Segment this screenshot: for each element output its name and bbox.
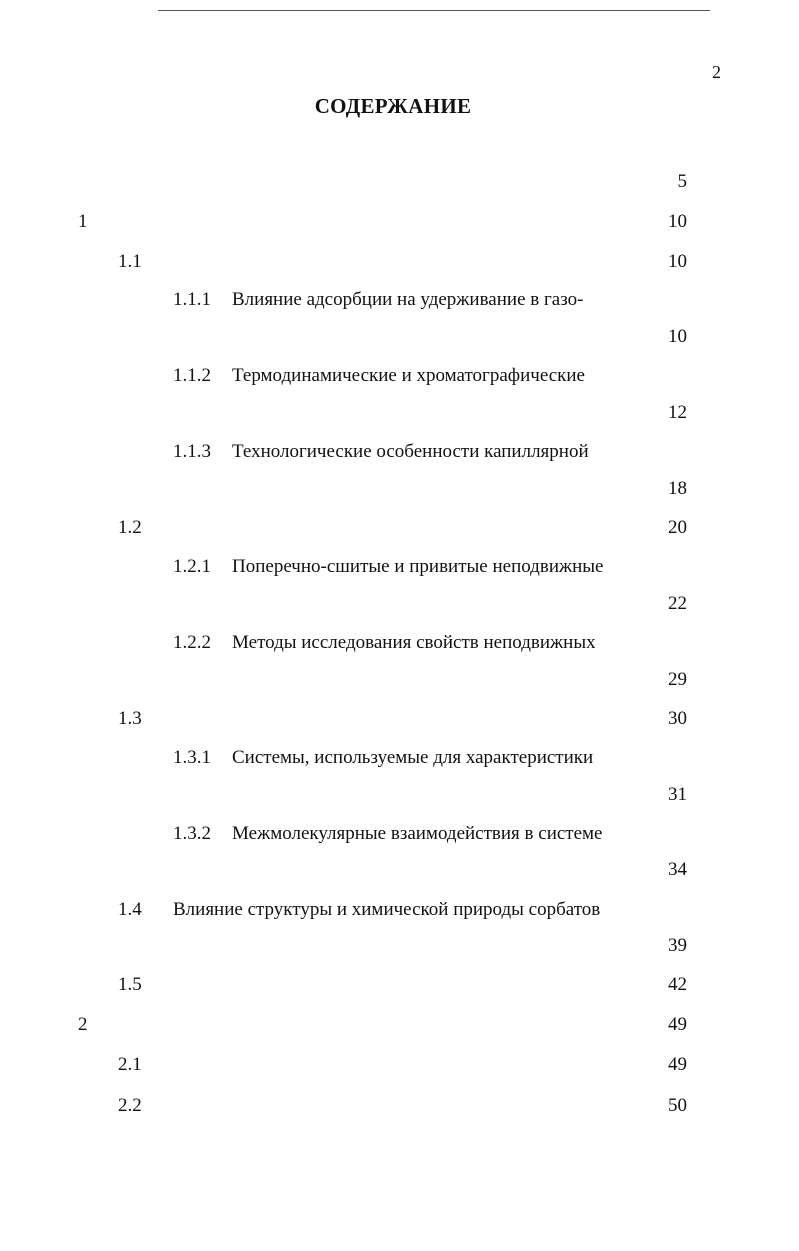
toc-entry-1-1-1-cont	[0, 322, 799, 352]
toc-entry-1-3-1-cont	[0, 780, 799, 810]
toc-number: 1.2	[118, 517, 142, 538]
toc-page-number: 50	[668, 1095, 687, 1116]
toc-entry-1-2-2	[0, 628, 799, 658]
toc-entry-1-1	[0, 247, 799, 277]
toc-entry-line1: Влияние адсорбции на удерживание в газо-	[232, 289, 584, 310]
toc-entry-line1: Поперечно-сшитые и привитые неподвижные	[232, 556, 604, 577]
toc-entry-1-1-2-cont	[0, 398, 799, 428]
toc-number: 2.1	[118, 1054, 142, 1075]
toc-entry-introduction	[0, 167, 799, 197]
toc-entry-1-2-1-cont	[0, 589, 799, 619]
toc-page-number: 42	[668, 974, 687, 995]
toc-page-number: 39	[668, 935, 687, 956]
toc-page-number: 12	[668, 402, 687, 423]
toc-page-number: 49	[668, 1054, 687, 1075]
toc-entry-1-3-2-cont	[0, 855, 799, 885]
toc-number: 1.1.3	[173, 441, 211, 462]
toc-number: 1.4	[118, 899, 142, 920]
toc-entry-line1: Термодинамические и хроматографические	[232, 365, 585, 386]
toc-entry-2	[0, 1010, 799, 1040]
toc-page-number: 30	[668, 708, 687, 729]
page-title: СОДЕРЖАНИЕ	[314, 94, 472, 118]
toc-page-number: 10	[668, 211, 687, 232]
toc-page-number: 29	[668, 669, 687, 690]
toc-page-number: 31	[668, 784, 687, 805]
toc-entry-1-3	[0, 704, 799, 734]
toc-page-number: 49	[668, 1014, 687, 1035]
toc-number: 1.1.1	[173, 289, 211, 310]
toc-entry-1-4-cont	[0, 931, 799, 961]
toc-entry-1-3-1	[0, 743, 799, 773]
toc-number: 1.1	[118, 251, 142, 272]
toc-page-number: 5	[677, 171, 687, 192]
toc-entry-1-1-2	[0, 361, 799, 391]
toc-page-number: 10	[668, 251, 687, 272]
toc-page-number: 18	[668, 478, 687, 499]
toc-page-number: 22	[668, 593, 687, 614]
toc-number: 2	[78, 1014, 88, 1035]
toc-number: 1.5	[118, 974, 142, 995]
toc-number: 1.2.1	[173, 556, 211, 577]
toc-entry-1-2-2-cont	[0, 665, 799, 695]
toc-entry-1-1-3	[0, 437, 799, 467]
toc-number: 1.2.2	[173, 632, 211, 653]
toc-entry-line1: Методы исследования свойств неподвижных	[232, 632, 596, 653]
toc-entry-line1: Системы, используемые для характеристики	[232, 747, 594, 768]
toc-number: 1	[78, 211, 88, 232]
toc-entry-line1: Межмолекулярные взаимодействия в системе	[232, 823, 603, 844]
toc-entry-1-5	[0, 970, 799, 1000]
toc-entry-1-2-1	[0, 552, 799, 582]
toc-page-number: 20	[668, 517, 687, 538]
top-rule	[158, 10, 710, 11]
toc-entry-2-2	[0, 1091, 799, 1121]
toc-entry-1-1-1	[0, 285, 799, 315]
toc-number: 1.3.2	[173, 823, 211, 844]
toc-entry-1	[0, 207, 799, 237]
toc-number: 1.3	[118, 708, 142, 729]
toc-entry-1-1-3-cont	[0, 474, 799, 504]
toc-number: 1.3.1	[173, 747, 211, 768]
toc-entry-line1: Технологические особенности капиллярной	[232, 441, 589, 462]
toc-number: 2.2	[118, 1095, 142, 1116]
toc-entry-1-3-2	[0, 819, 799, 849]
toc-page-number: 10	[668, 326, 687, 347]
toc-page-number: 34	[668, 859, 687, 880]
toc-entry-2-1	[0, 1050, 799, 1080]
toc-entry-1-2	[0, 513, 799, 543]
toc-entry-1-4	[0, 895, 799, 925]
toc-entry-line1: Влияние структуры и химической природы сорбатов	[173, 899, 601, 920]
toc-number: 1.1.2	[173, 365, 211, 386]
page-number: 2	[712, 62, 721, 82]
